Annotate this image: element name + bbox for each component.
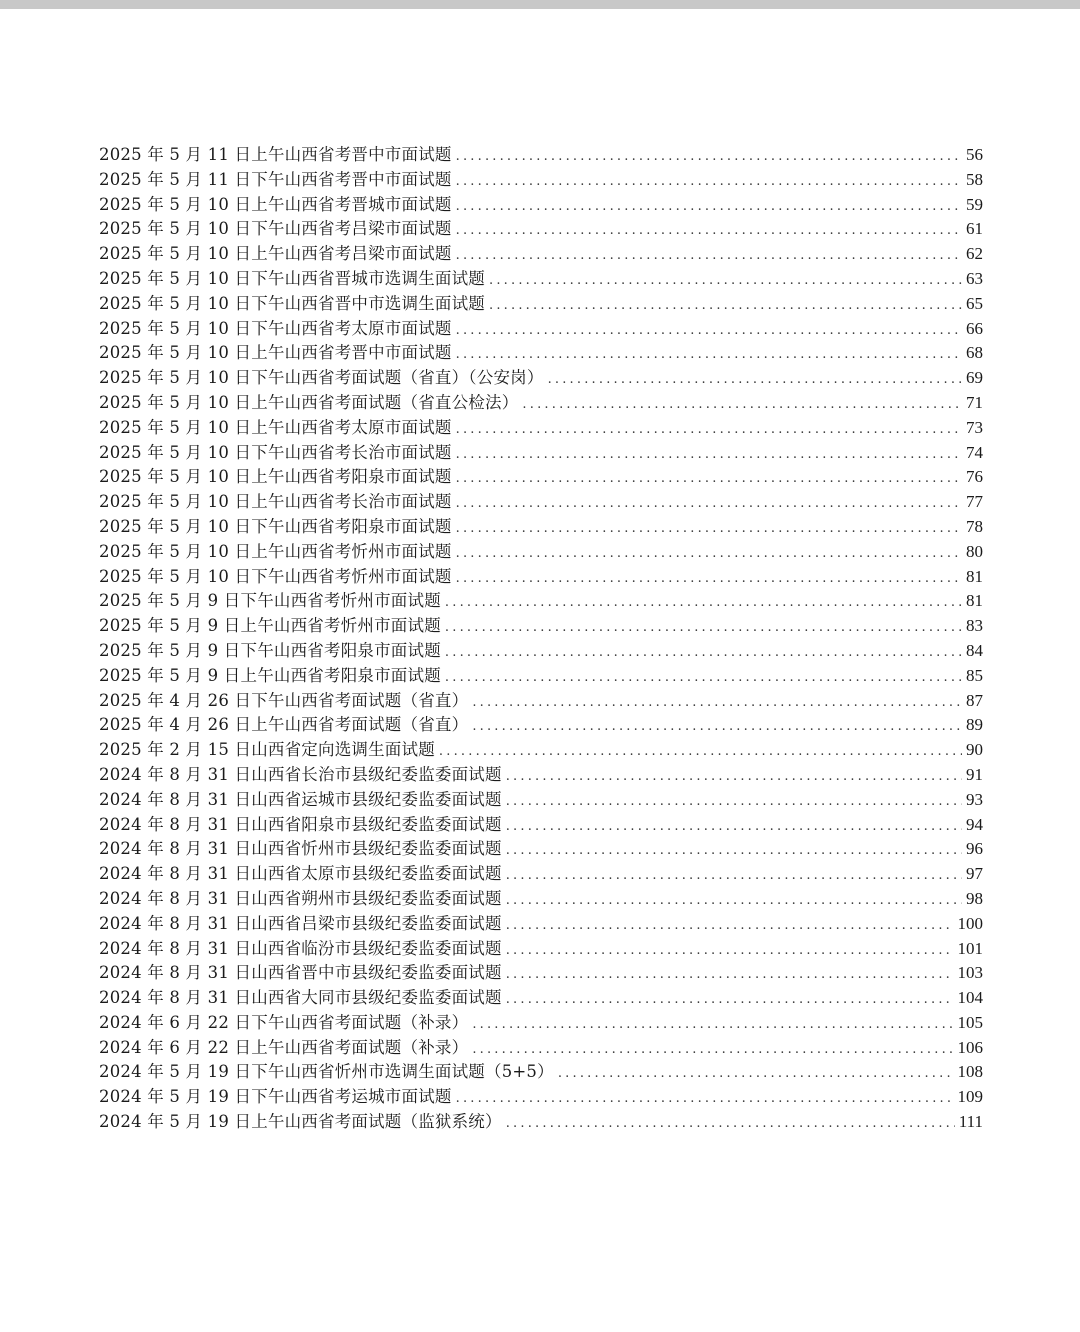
toc-leader-dots [456, 492, 962, 517]
toc-leader-dots [456, 1087, 954, 1112]
toc-entry[interactable] [99, 1036, 983, 1061]
toc-leader-dots [558, 1062, 954, 1087]
toc-leader-dots [506, 988, 954, 1013]
toc-entry-page-number: 68 [966, 343, 983, 363]
toc-entry-title: 2024 年 8 月 31 日山西省长治市县级纪委监委面试题 [99, 764, 502, 784]
toc-leader-dots [506, 839, 962, 864]
toc-entry[interactable] [99, 639, 983, 664]
toc-entry-title: 2025 年 5 月 9 日下午山西省考阳泉市面试题 [99, 640, 441, 660]
toc-leader-dots [445, 641, 962, 666]
toc-entry[interactable] [99, 788, 983, 813]
toc-entry[interactable] [99, 267, 983, 292]
toc-entry-title: 2024 年 8 月 31 日山西省运城市县级纪委监委面试题 [99, 789, 502, 809]
toc-leader-dots [456, 244, 962, 269]
toc-entry-title: 2024 年 5 月 19 日下午山西省考运城市面试题 [99, 1087, 452, 1107]
toc-leader-dots [522, 393, 962, 418]
toc-entry[interactable] [99, 565, 983, 590]
toc-leader-dots [506, 963, 954, 988]
toc-entry-title: 2025 年 5 月 10 日上午山西省考忻州市面试题 [99, 541, 452, 561]
toc-entry-title: 2025 年 5 月 10 日下午山西省晋中市选调生面试题 [99, 293, 486, 313]
toc-entry-page-number: 85 [966, 665, 983, 685]
toc-leader-dots [456, 517, 962, 542]
toc-leader-dots [472, 715, 962, 740]
toc-entry[interactable] [99, 465, 983, 490]
toc-entry[interactable] [99, 317, 983, 342]
toc-leader-dots [456, 542, 962, 567]
table-of-contents [99, 143, 983, 1135]
toc-entry-page-number: 105 [957, 1012, 983, 1032]
toc-entry-title: 2024 年 6 月 22 日上午山西省考面试题（补录） [99, 1037, 469, 1057]
toc-leader-dots [456, 343, 962, 368]
toc-leader-dots [472, 691, 962, 716]
toc-entry-title: 2025 年 5 月 9 日下午山西省考忻州市面试题 [99, 591, 441, 611]
toc-leader-dots [548, 368, 962, 393]
toc-entry[interactable] [99, 763, 983, 788]
toc-entry-page-number: 96 [966, 839, 983, 859]
toc-entry-title: 2025 年 5 月 9 日上午山西省考忻州市面试题 [99, 616, 441, 636]
toc-entry-page-number: 78 [966, 516, 983, 536]
toc-entry-page-number: 59 [966, 194, 983, 214]
toc-entry-page-number: 66 [966, 318, 983, 338]
toc-leader-dots [456, 467, 962, 492]
toc-entry-page-number: 94 [966, 814, 983, 834]
toc-leader-dots [445, 666, 962, 691]
toc-entry-title: 2025 年 5 月 10 日上午山西省考面试题（省直公检法） [99, 392, 519, 412]
toc-entry[interactable] [99, 961, 983, 986]
toc-entry[interactable] [99, 341, 983, 366]
toc-entry[interactable] [99, 540, 983, 565]
toc-entry-title: 2024 年 8 月 31 日山西省晋中市县级纪委监委面试题 [99, 963, 502, 983]
toc-entry-title: 2025 年 4 月 26 日上午山西省考面试题（省直） [99, 715, 469, 735]
toc-entry-page-number: 91 [966, 764, 983, 784]
toc-leader-dots [506, 765, 962, 790]
toc-entry[interactable] [99, 441, 983, 466]
toc-entry-page-number: 65 [966, 293, 983, 313]
toc-leader-dots [506, 815, 962, 840]
toc-entry-page-number: 87 [966, 690, 983, 710]
toc-entry[interactable] [99, 986, 983, 1011]
toc-entry[interactable] [99, 937, 983, 962]
toc-entry-page-number: 103 [957, 963, 983, 983]
toc-leader-dots [456, 219, 962, 244]
toc-entry[interactable] [99, 589, 983, 614]
toc-entry-page-number: 62 [966, 244, 983, 264]
toc-entry-page-number: 83 [966, 616, 983, 636]
toc-leader-dots [456, 418, 962, 443]
toc-leader-dots [472, 1013, 953, 1038]
toc-entry-page-number: 69 [966, 368, 983, 388]
toc-leader-dots [456, 170, 962, 195]
toc-entry[interactable] [99, 292, 983, 317]
toc-entry-page-number: 90 [966, 740, 983, 760]
toc-entry-page-number: 109 [957, 1087, 983, 1107]
toc-entry-page-number: 104 [957, 988, 983, 1008]
toc-entry-page-number: 81 [966, 566, 983, 586]
toc-entry-title: 2025 年 2 月 15 日山西省定向选调生面试题 [99, 740, 435, 760]
toc-entry-page-number: 84 [966, 640, 983, 660]
toc-entry-page-number: 89 [966, 715, 983, 735]
toc-entry-title: 2025 年 5 月 10 日下午山西省考忻州市面试题 [99, 566, 452, 586]
toc-entry-page-number: 97 [966, 864, 983, 884]
toc-entry-page-number: 58 [966, 169, 983, 189]
toc-leader-dots [456, 443, 962, 468]
toc-entry[interactable] [99, 887, 983, 912]
toc-leader-dots [456, 195, 962, 220]
toc-leader-dots [445, 616, 962, 641]
toc-entry-title: 2025 年 5 月 10 日上午山西省考太原市面试题 [99, 417, 452, 437]
toc-leader-dots [506, 790, 962, 815]
toc-entry-page-number: 108 [957, 1062, 983, 1082]
toc-entry[interactable] [99, 143, 983, 168]
toc-entry[interactable] [99, 490, 983, 515]
toc-entry[interactable] [99, 366, 983, 391]
toc-entry-page-number: 100 [957, 913, 983, 933]
toc-entry[interactable] [99, 664, 983, 689]
toc-entry[interactable] [99, 813, 983, 838]
top-edge-bar [0, 0, 1080, 9]
toc-entry-title: 2024 年 8 月 31 日山西省太原市县级纪委监委面试题 [99, 864, 502, 884]
toc-entry-title: 2025 年 5 月 10 日下午山西省考阳泉市面试题 [99, 516, 452, 536]
toc-entry-title: 2025 年 5 月 10 日下午山西省考吕梁市面试题 [99, 219, 452, 239]
toc-entry[interactable] [99, 1060, 983, 1085]
toc-leader-dots [506, 889, 962, 914]
toc-entry-title: 2025 年 5 月 10 日上午山西省考吕梁市面试题 [99, 244, 452, 264]
toc-leader-dots [456, 145, 962, 170]
toc-entry[interactable] [99, 168, 983, 193]
toc-entry-title: 2025 年 5 月 10 日下午山西省晋城市选调生面试题 [99, 268, 486, 288]
toc-leader-dots [489, 269, 962, 294]
toc-entry[interactable] [99, 689, 983, 714]
toc-entry-title: 2024 年 8 月 31 日山西省大同市县级纪委监委面试题 [99, 988, 502, 1008]
toc-entry[interactable] [99, 391, 983, 416]
toc-entry[interactable] [99, 614, 983, 639]
toc-entry-page-number: 73 [966, 417, 983, 437]
toc-entry[interactable] [99, 515, 983, 540]
toc-leader-dots [506, 1112, 955, 1137]
toc-entry-title: 2025 年 5 月 10 日上午山西省考长治市面试题 [99, 492, 452, 512]
toc-entry[interactable] [99, 1011, 983, 1036]
toc-entry-page-number: 98 [966, 888, 983, 908]
toc-entry-page-number: 80 [966, 541, 983, 561]
toc-entry[interactable] [99, 1110, 983, 1135]
toc-entry-page-number: 61 [966, 219, 983, 239]
toc-entry[interactable] [99, 837, 983, 862]
toc-entry-page-number: 106 [957, 1037, 983, 1057]
toc-entry-title: 2024 年 6 月 22 日下午山西省考面试题（补录） [99, 1012, 469, 1032]
toc-entry-title: 2025 年 5 月 10 日下午山西省考太原市面试题 [99, 318, 452, 338]
toc-leader-dots [506, 864, 962, 889]
toc-leader-dots [472, 1038, 953, 1063]
toc-entry-page-number: 101 [957, 938, 983, 958]
toc-entry-title: 2025 年 5 月 10 日下午山西省考面试题（省直）（公安岗） [99, 368, 544, 388]
toc-entry[interactable] [99, 217, 983, 242]
toc-entry[interactable] [99, 738, 983, 763]
toc-entry-page-number: 76 [966, 467, 983, 487]
toc-entry-title: 2025 年 5 月 11 日下午山西省考晋中市面试题 [99, 169, 452, 189]
toc-entry-page-number: 93 [966, 789, 983, 809]
toc-entry-title: 2024 年 8 月 31 日山西省忻州市县级纪委监委面试题 [99, 839, 502, 859]
toc-entry-title: 2024 年 8 月 31 日山西省朔州市县级纪委监委面试题 [99, 888, 502, 908]
toc-entry-page-number: 56 [966, 145, 983, 164]
toc-entry[interactable] [99, 242, 983, 267]
toc-entry-title: 2025 年 5 月 10 日下午山西省考长治市面试题 [99, 442, 452, 462]
toc-leader-dots [456, 567, 962, 592]
toc-entry-page-number: 77 [966, 492, 983, 512]
toc-entry-title: 2025 年 5 月 10 日上午山西省考晋城市面试题 [99, 194, 452, 214]
toc-leader-dots [489, 294, 962, 319]
toc-entry-title: 2025 年 5 月 10 日上午山西省考阳泉市面试题 [99, 467, 452, 487]
toc-entry-title: 2025 年 5 月 9 日上午山西省考阳泉市面试题 [99, 665, 441, 685]
toc-leader-dots [506, 914, 954, 939]
toc-entry-page-number: 111 [958, 1112, 983, 1132]
toc-entry[interactable] [99, 193, 983, 218]
toc-entry-title: 2025 年 5 月 10 日上午山西省考晋中市面试题 [99, 343, 452, 363]
toc-entry-title: 2024 年 8 月 31 日山西省临汾市县级纪委监委面试题 [99, 938, 502, 958]
toc-entry-title: 2025 年 5 月 11 日上午山西省考晋中市面试题 [99, 145, 452, 164]
toc-entry-title: 2024 年 8 月 31 日山西省吕梁市县级纪委监委面试题 [99, 913, 502, 933]
toc-entry[interactable] [99, 862, 983, 887]
toc-entry-title: 2024 年 5 月 19 日上午山西省考面试题（监狱系统） [99, 1112, 502, 1132]
toc-entry-page-number: 81 [966, 591, 983, 611]
toc-entry-title: 2025 年 4 月 26 日下午山西省考面试题（省直） [99, 690, 469, 710]
toc-leader-dots [456, 319, 962, 344]
toc-entry-title: 2024 年 5 月 19 日下午山西省忻州市选调生面试题（5+5） [99, 1062, 554, 1082]
toc-entry[interactable] [99, 1085, 983, 1110]
toc-leader-dots [506, 939, 954, 964]
toc-entry-page-number: 74 [966, 442, 983, 462]
toc-entry-page-number: 63 [966, 268, 983, 288]
toc-entry-page-number: 71 [966, 392, 983, 412]
toc-entry-title: 2024 年 8 月 31 日山西省阳泉市县级纪委监委面试题 [99, 814, 502, 834]
toc-leader-dots [445, 591, 962, 616]
toc-leader-dots [439, 740, 962, 765]
toc-entry[interactable] [99, 416, 983, 441]
toc-entry[interactable] [99, 912, 983, 937]
toc-entry[interactable] [99, 713, 983, 738]
